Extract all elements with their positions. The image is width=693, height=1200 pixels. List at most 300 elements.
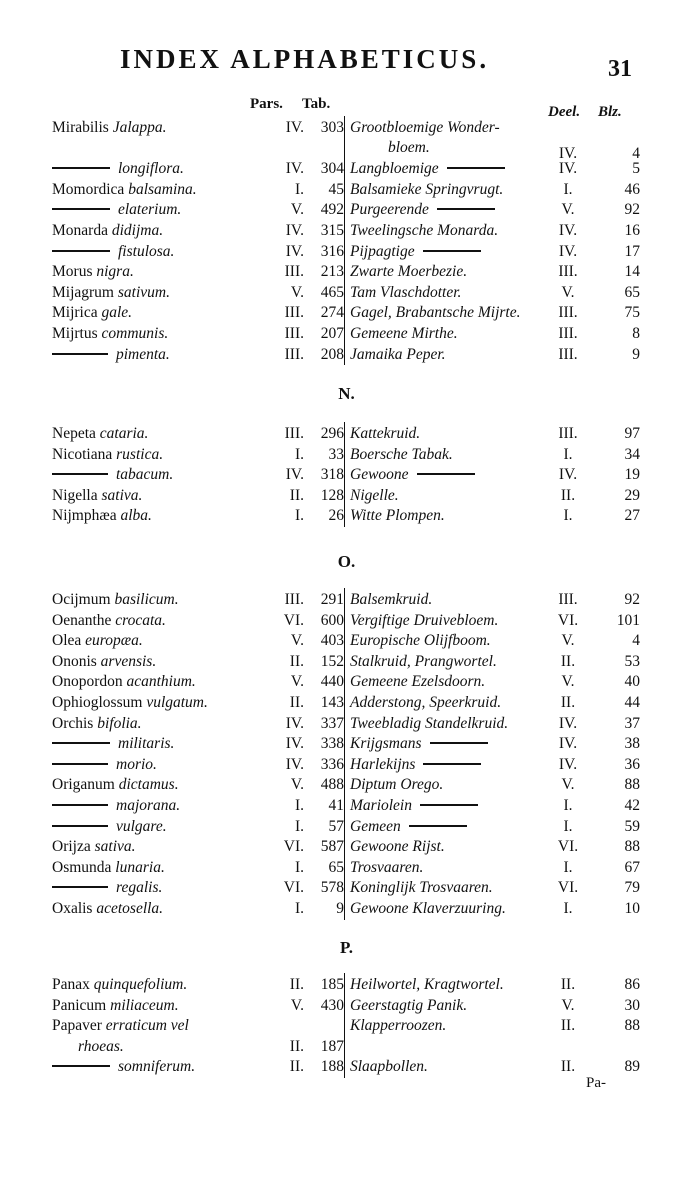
species: erraticum vel bbox=[105, 1017, 189, 1035]
species: rustica. bbox=[116, 445, 164, 463]
dutch-text: Krijgsmans bbox=[350, 735, 422, 753]
tab-value: 9 bbox=[336, 900, 344, 917]
tab-value: 208 bbox=[320, 345, 344, 363]
dutch-text: Balsamieke Springvrugt. bbox=[350, 180, 504, 198]
dutch-name-continued: bloem. bbox=[388, 139, 430, 156]
dutch-text: Zwarte Moerbezie. bbox=[350, 263, 468, 281]
deel-value: III. bbox=[558, 345, 578, 363]
species: sativa. bbox=[101, 486, 143, 504]
index-row bbox=[0, 445, 693, 465]
index-row bbox=[0, 775, 693, 795]
blz-value: 9 bbox=[632, 345, 640, 363]
index-row bbox=[0, 631, 693, 651]
pars-value: IV. bbox=[285, 735, 304, 753]
pars-value: I. bbox=[294, 180, 304, 198]
species: communis. bbox=[101, 325, 169, 342]
deel-value: IV. bbox=[558, 755, 578, 773]
species: acanthium. bbox=[126, 673, 196, 691]
pars-value: IV. bbox=[285, 466, 304, 484]
dutch-text: Nigelle. bbox=[350, 486, 399, 504]
index-row bbox=[0, 1037, 693, 1057]
genus: Nijmphæa bbox=[52, 507, 121, 525]
dutch-name bbox=[350, 486, 399, 506]
tab-value: 207 bbox=[320, 325, 344, 342]
genus: Olea bbox=[52, 632, 86, 650]
species: lunaria. bbox=[115, 858, 165, 876]
dutch-text: Slaapbollen. bbox=[350, 1058, 428, 1076]
latin-name bbox=[52, 180, 197, 200]
species: sativum. bbox=[117, 283, 170, 301]
pars-value: I. bbox=[294, 858, 304, 876]
blz-value: 46 bbox=[624, 180, 640, 198]
blz-value: 65 bbox=[624, 283, 640, 301]
tab-value: 315 bbox=[320, 222, 344, 239]
tab-value: 403 bbox=[320, 632, 344, 650]
blz-value: 27 bbox=[624, 507, 640, 525]
latin-name bbox=[52, 734, 174, 754]
latin-name bbox=[52, 424, 148, 444]
species: pimenta. bbox=[116, 345, 170, 363]
genus: Orchis bbox=[52, 714, 98, 732]
genus: Osmunda bbox=[52, 858, 116, 876]
genus: Morus bbox=[52, 263, 97, 281]
genus: Ocijmum bbox=[52, 591, 115, 608]
species: vulgare. bbox=[116, 817, 167, 835]
deel-value: IV. bbox=[558, 714, 578, 732]
index-row bbox=[0, 996, 693, 1016]
pars-value: II. bbox=[289, 1037, 304, 1055]
deel-value: I. bbox=[563, 797, 573, 814]
tab-value: 26 bbox=[328, 507, 344, 525]
section-letter: O. bbox=[337, 552, 356, 571]
dutch-text: Geerstagtig Panik. bbox=[350, 996, 468, 1014]
dutch-name bbox=[350, 837, 445, 857]
page-title: INDEX ALPHABETICUS. bbox=[120, 44, 490, 74]
tab-value: 33 bbox=[328, 445, 344, 463]
pars-value: I. bbox=[294, 900, 304, 917]
species: Jalappa. bbox=[112, 119, 167, 136]
species: basilicum. bbox=[114, 591, 179, 608]
tab-value: 465 bbox=[320, 283, 344, 301]
dutch-name bbox=[350, 899, 506, 919]
genus: Origanum bbox=[52, 776, 119, 794]
genus: Monarda bbox=[52, 222, 112, 239]
deel-value: III. bbox=[558, 591, 578, 608]
dutch-text: Gewoone Klaverzuuring. bbox=[350, 900, 506, 917]
index-row bbox=[0, 837, 693, 857]
blz-value: 8 bbox=[632, 325, 640, 342]
deel-value: V. bbox=[561, 283, 575, 301]
tab-value: 128 bbox=[320, 486, 344, 504]
dutch-text: Stalkruid, Prangwortel. bbox=[350, 652, 497, 670]
pars-value: IV. bbox=[285, 714, 304, 732]
blz-value: 79 bbox=[624, 879, 640, 897]
blz-value: 97 bbox=[624, 425, 640, 442]
index-row bbox=[0, 975, 693, 995]
species: nigra. bbox=[96, 263, 134, 281]
blz-value: 101 bbox=[616, 611, 640, 629]
species: regalis. bbox=[116, 879, 163, 897]
dutch-text: Purgeerende bbox=[350, 201, 429, 219]
dutch-text: Balsemkruid. bbox=[350, 591, 433, 608]
ditto-dash bbox=[423, 250, 481, 252]
index-row bbox=[0, 796, 693, 816]
dutch-text: Vergiftige Druivebloem. bbox=[350, 611, 499, 629]
deel-value: II. bbox=[560, 652, 576, 670]
deel-value: III. bbox=[558, 263, 578, 281]
latin-name bbox=[52, 878, 162, 898]
dutch-text: Witte Plompen. bbox=[350, 507, 445, 525]
ditto-dash bbox=[423, 763, 481, 765]
species: didijma. bbox=[111, 222, 164, 239]
tab-value: 338 bbox=[320, 735, 344, 753]
dutch-name bbox=[350, 878, 493, 898]
index-row bbox=[0, 1016, 693, 1036]
catchword: Pa- bbox=[586, 1075, 606, 1091]
index-row bbox=[0, 506, 693, 526]
dutch-text: Gemeene Ezelsdoorn. bbox=[350, 673, 486, 691]
species: militaris. bbox=[118, 735, 175, 753]
index-row bbox=[0, 303, 693, 323]
ditto-dash bbox=[430, 742, 488, 744]
deel-value: III. bbox=[558, 425, 578, 442]
species: europæa. bbox=[85, 632, 143, 650]
dutch-name bbox=[350, 159, 505, 179]
tab-value: 440 bbox=[320, 673, 344, 691]
dutch-name bbox=[350, 755, 481, 775]
tab-value: 318 bbox=[320, 466, 344, 484]
dutch-text: Heilwortel, Kragtwortel. bbox=[350, 976, 504, 993]
latin-name bbox=[52, 775, 179, 795]
genus: Oenanthe bbox=[52, 611, 116, 629]
species: majorana. bbox=[116, 797, 181, 814]
latin-name bbox=[52, 283, 170, 303]
dutch-text: Tweebladig Standelkruid. bbox=[350, 714, 509, 732]
ditto-dash bbox=[52, 208, 110, 210]
species: vulgatum. bbox=[146, 694, 208, 711]
deel-value: IV. bbox=[558, 222, 578, 239]
dutch-name bbox=[350, 652, 497, 672]
species: alba. bbox=[120, 507, 152, 525]
dutch-text: Gewoone bbox=[350, 466, 409, 484]
dutch-name bbox=[350, 858, 423, 878]
index-row bbox=[0, 590, 693, 610]
section-letter: N. bbox=[338, 384, 355, 403]
deel-value: IV. bbox=[558, 242, 578, 260]
blz-value: 86 bbox=[624, 976, 640, 993]
deel-value: I. bbox=[563, 445, 573, 463]
dutch-name bbox=[350, 693, 501, 713]
dutch-name bbox=[350, 424, 420, 444]
deel-value: V. bbox=[561, 632, 575, 650]
tab-value: 185 bbox=[320, 976, 344, 993]
latin-name bbox=[52, 975, 187, 995]
index-row bbox=[0, 283, 693, 303]
latin-name bbox=[52, 672, 196, 692]
blz-value: 37 bbox=[624, 714, 640, 732]
index-row bbox=[0, 652, 693, 672]
pars-value: VI. bbox=[283, 611, 304, 629]
dutch-text: Tweelingsche Monarda. bbox=[350, 222, 499, 239]
dutch-text: Harlekijns bbox=[350, 755, 416, 773]
tab-value: 45 bbox=[328, 180, 344, 198]
latin-name bbox=[52, 221, 163, 241]
blz-value: 67 bbox=[624, 858, 640, 876]
pars-value: V. bbox=[290, 632, 304, 650]
deel-value: V. bbox=[561, 996, 575, 1014]
species: quinquefolium. bbox=[93, 976, 188, 993]
latin-name bbox=[52, 631, 143, 651]
species: dictamus. bbox=[118, 776, 179, 794]
genus: Oxalis bbox=[52, 900, 97, 917]
dutch-name bbox=[350, 180, 503, 200]
index-row bbox=[0, 878, 693, 898]
blz-value: 5 bbox=[632, 160, 640, 178]
dutch-name bbox=[350, 1016, 446, 1036]
dutch-name bbox=[350, 262, 467, 282]
ditto-dash bbox=[417, 473, 475, 475]
tab-value: 430 bbox=[320, 996, 344, 1014]
latin-name bbox=[52, 755, 157, 775]
latin-name bbox=[52, 200, 181, 220]
tab-value: 337 bbox=[320, 714, 344, 732]
tab-value: 587 bbox=[320, 838, 344, 856]
pars-value: V. bbox=[290, 673, 304, 691]
pars-value: V. bbox=[290, 201, 304, 219]
tab-value: 57 bbox=[328, 817, 344, 835]
dutch-text: Trosvaaren. bbox=[350, 858, 424, 876]
deel-value: VI. bbox=[557, 879, 579, 897]
pars-value: III. bbox=[284, 325, 304, 342]
species: longiflora. bbox=[118, 160, 184, 178]
blz-value: 16 bbox=[624, 222, 640, 239]
blz-value: 88 bbox=[624, 1017, 640, 1035]
blz-value: 75 bbox=[624, 304, 640, 322]
deel-value: II. bbox=[560, 976, 576, 993]
genus: Mijrtus bbox=[52, 325, 102, 342]
index-row bbox=[0, 817, 693, 837]
index-row bbox=[0, 611, 693, 631]
dutch-name bbox=[350, 817, 467, 837]
tab-value: 600 bbox=[320, 611, 344, 629]
species: cataria. bbox=[99, 425, 149, 442]
index-row bbox=[0, 672, 693, 692]
tab-value: 291 bbox=[320, 591, 344, 608]
deel-value: III. bbox=[558, 304, 578, 322]
column-divider bbox=[344, 422, 345, 527]
species: elaterium. bbox=[118, 201, 182, 219]
index-row bbox=[0, 221, 693, 241]
genus: Papaver bbox=[52, 1017, 106, 1035]
pars-value: I. bbox=[294, 817, 304, 835]
latin-name bbox=[52, 242, 174, 262]
index-row bbox=[0, 242, 693, 262]
pars-value: IV. bbox=[285, 242, 304, 260]
dutch-name bbox=[350, 465, 475, 485]
deel-value: V. bbox=[561, 201, 575, 219]
index-row bbox=[0, 755, 693, 775]
dutch-name bbox=[350, 672, 485, 692]
latin-name bbox=[52, 324, 168, 344]
genus: Onopordon bbox=[52, 673, 127, 691]
dutch-name bbox=[350, 611, 498, 631]
index-row bbox=[0, 734, 693, 754]
deel-value: IV. bbox=[558, 160, 578, 178]
deel-value: II. bbox=[560, 1058, 576, 1076]
deel-column-header: Deel. bbox=[548, 104, 581, 120]
ditto-dash bbox=[52, 804, 108, 806]
page-number: 31 bbox=[608, 56, 632, 82]
deel-value: VI. bbox=[557, 611, 579, 629]
latin-name bbox=[52, 1016, 189, 1036]
pars-value: V. bbox=[290, 283, 304, 301]
latin-name bbox=[78, 1037, 124, 1057]
dutch-name bbox=[350, 734, 488, 754]
blz-value: 89 bbox=[624, 1058, 640, 1076]
blz-value: 53 bbox=[624, 652, 640, 670]
tab-column-header: Tab. bbox=[302, 96, 331, 112]
tab-value: 213 bbox=[320, 263, 344, 281]
latin-name bbox=[52, 1057, 195, 1077]
deel-value: IV. bbox=[558, 145, 578, 162]
ditto-dash bbox=[52, 353, 108, 355]
blz-column-header: Blz. bbox=[598, 104, 622, 120]
tab-value: 143 bbox=[320, 694, 344, 711]
genus: Nigella bbox=[52, 486, 102, 504]
dutch-text: Mariolein bbox=[350, 797, 412, 814]
latin-name bbox=[52, 159, 184, 179]
species: rhoeas. bbox=[78, 1037, 124, 1055]
index-row bbox=[0, 118, 693, 162]
species: tabacum. bbox=[116, 466, 174, 484]
index-row bbox=[0, 714, 693, 734]
dutch-text: Pijpagtige bbox=[350, 242, 415, 260]
index-row bbox=[0, 858, 693, 878]
dutch-text: Boersche Tabak. bbox=[350, 445, 453, 463]
dutch-name bbox=[350, 590, 432, 610]
deel-value: VI. bbox=[557, 838, 579, 856]
deel-value: I. bbox=[563, 507, 573, 525]
tab-value: 303 bbox=[320, 119, 344, 136]
genus: Ononis bbox=[52, 652, 101, 670]
tab-value: 488 bbox=[320, 776, 344, 794]
latin-name bbox=[52, 262, 134, 282]
latin-name bbox=[52, 837, 136, 857]
latin-name bbox=[52, 714, 142, 734]
index-row bbox=[0, 180, 693, 200]
species: miliaceum. bbox=[110, 996, 179, 1014]
genus: Mijagrum bbox=[52, 283, 118, 301]
genus: Mirabilis bbox=[52, 119, 113, 136]
dutch-text: Gemeene Mirthe. bbox=[350, 325, 458, 342]
pars-value: IV. bbox=[285, 119, 304, 136]
species: fistulosa. bbox=[118, 242, 175, 260]
dutch-name bbox=[350, 714, 508, 734]
pars-value: IV. bbox=[285, 160, 304, 178]
blz-value: 10 bbox=[624, 900, 640, 917]
pars-value: II. bbox=[289, 976, 304, 993]
deel-value: III. bbox=[558, 325, 578, 342]
blz-value: 4 bbox=[632, 632, 640, 650]
blz-value: 92 bbox=[624, 201, 640, 219]
ditto-dash bbox=[52, 167, 110, 169]
ditto-dash bbox=[52, 473, 108, 475]
latin-name bbox=[52, 303, 132, 323]
blz-value: 44 bbox=[624, 694, 640, 711]
dutch-name bbox=[350, 796, 478, 816]
blz-value: 34 bbox=[624, 445, 640, 463]
blz-value: 14 bbox=[624, 263, 640, 281]
latin-name bbox=[52, 796, 180, 816]
dutch-name bbox=[350, 242, 481, 262]
tab-value: 65 bbox=[328, 858, 344, 876]
ditto-dash bbox=[52, 763, 108, 765]
dutch-text: Gewoone Rijst. bbox=[350, 838, 445, 856]
blz-value: 40 bbox=[624, 673, 640, 691]
pars-value: II. bbox=[289, 1058, 304, 1076]
pars-value: III. bbox=[284, 263, 304, 281]
latin-name bbox=[52, 118, 167, 138]
dutch-text: Gagel, Brabantsche Mijrte. bbox=[350, 304, 521, 322]
pars-value: III. bbox=[284, 591, 304, 608]
latin-name bbox=[52, 506, 152, 526]
pars-value: V. bbox=[290, 776, 304, 794]
tab-value: 188 bbox=[320, 1058, 344, 1076]
dutch-name bbox=[350, 631, 491, 651]
ditto-dash bbox=[52, 886, 108, 888]
dutch-name bbox=[350, 221, 498, 241]
pars-value: I. bbox=[294, 445, 304, 463]
dutch-text: Diptum Orego. bbox=[350, 776, 444, 794]
tab-value: 578 bbox=[320, 879, 344, 897]
species: acetosella. bbox=[96, 900, 164, 917]
dutch-name bbox=[350, 975, 504, 995]
tab-value: 187 bbox=[320, 1037, 344, 1055]
genus: Panax bbox=[52, 976, 94, 993]
pars-value: I. bbox=[294, 507, 304, 525]
latin-name bbox=[52, 590, 179, 610]
ditto-dash bbox=[52, 1065, 110, 1067]
blz-value: 42 bbox=[624, 797, 640, 814]
blz-value: 17 bbox=[624, 242, 640, 260]
deel-value: V. bbox=[561, 776, 575, 794]
latin-name bbox=[52, 817, 167, 837]
pars-value: VI. bbox=[283, 838, 304, 856]
latin-name bbox=[52, 345, 170, 365]
dutch-name bbox=[350, 1057, 428, 1077]
dutch-text: Kattekruid. bbox=[350, 425, 421, 442]
dutch-text: Tam Vlaschdotter. bbox=[350, 283, 462, 301]
pars-value: I. bbox=[294, 797, 304, 814]
species: balsamina. bbox=[128, 180, 197, 198]
blz-value: 4 bbox=[632, 145, 640, 162]
latin-name bbox=[52, 611, 166, 631]
ditto-dash bbox=[420, 804, 478, 806]
genus: Panicum bbox=[52, 996, 111, 1014]
dutch-text: Klapperroozen. bbox=[350, 1017, 447, 1035]
latin-name bbox=[52, 465, 173, 485]
deel-value: I. bbox=[563, 900, 573, 917]
index-row bbox=[0, 693, 693, 713]
dutch-text: Adderstong, Speerkruid. bbox=[350, 694, 502, 711]
dutch-name bbox=[350, 324, 458, 344]
genus: Nicotiana bbox=[52, 445, 117, 463]
dutch-name bbox=[350, 200, 495, 220]
deel-value: V. bbox=[561, 673, 575, 691]
column-divider bbox=[344, 973, 345, 1078]
blz-value: 88 bbox=[624, 838, 640, 856]
latin-name bbox=[52, 899, 163, 919]
